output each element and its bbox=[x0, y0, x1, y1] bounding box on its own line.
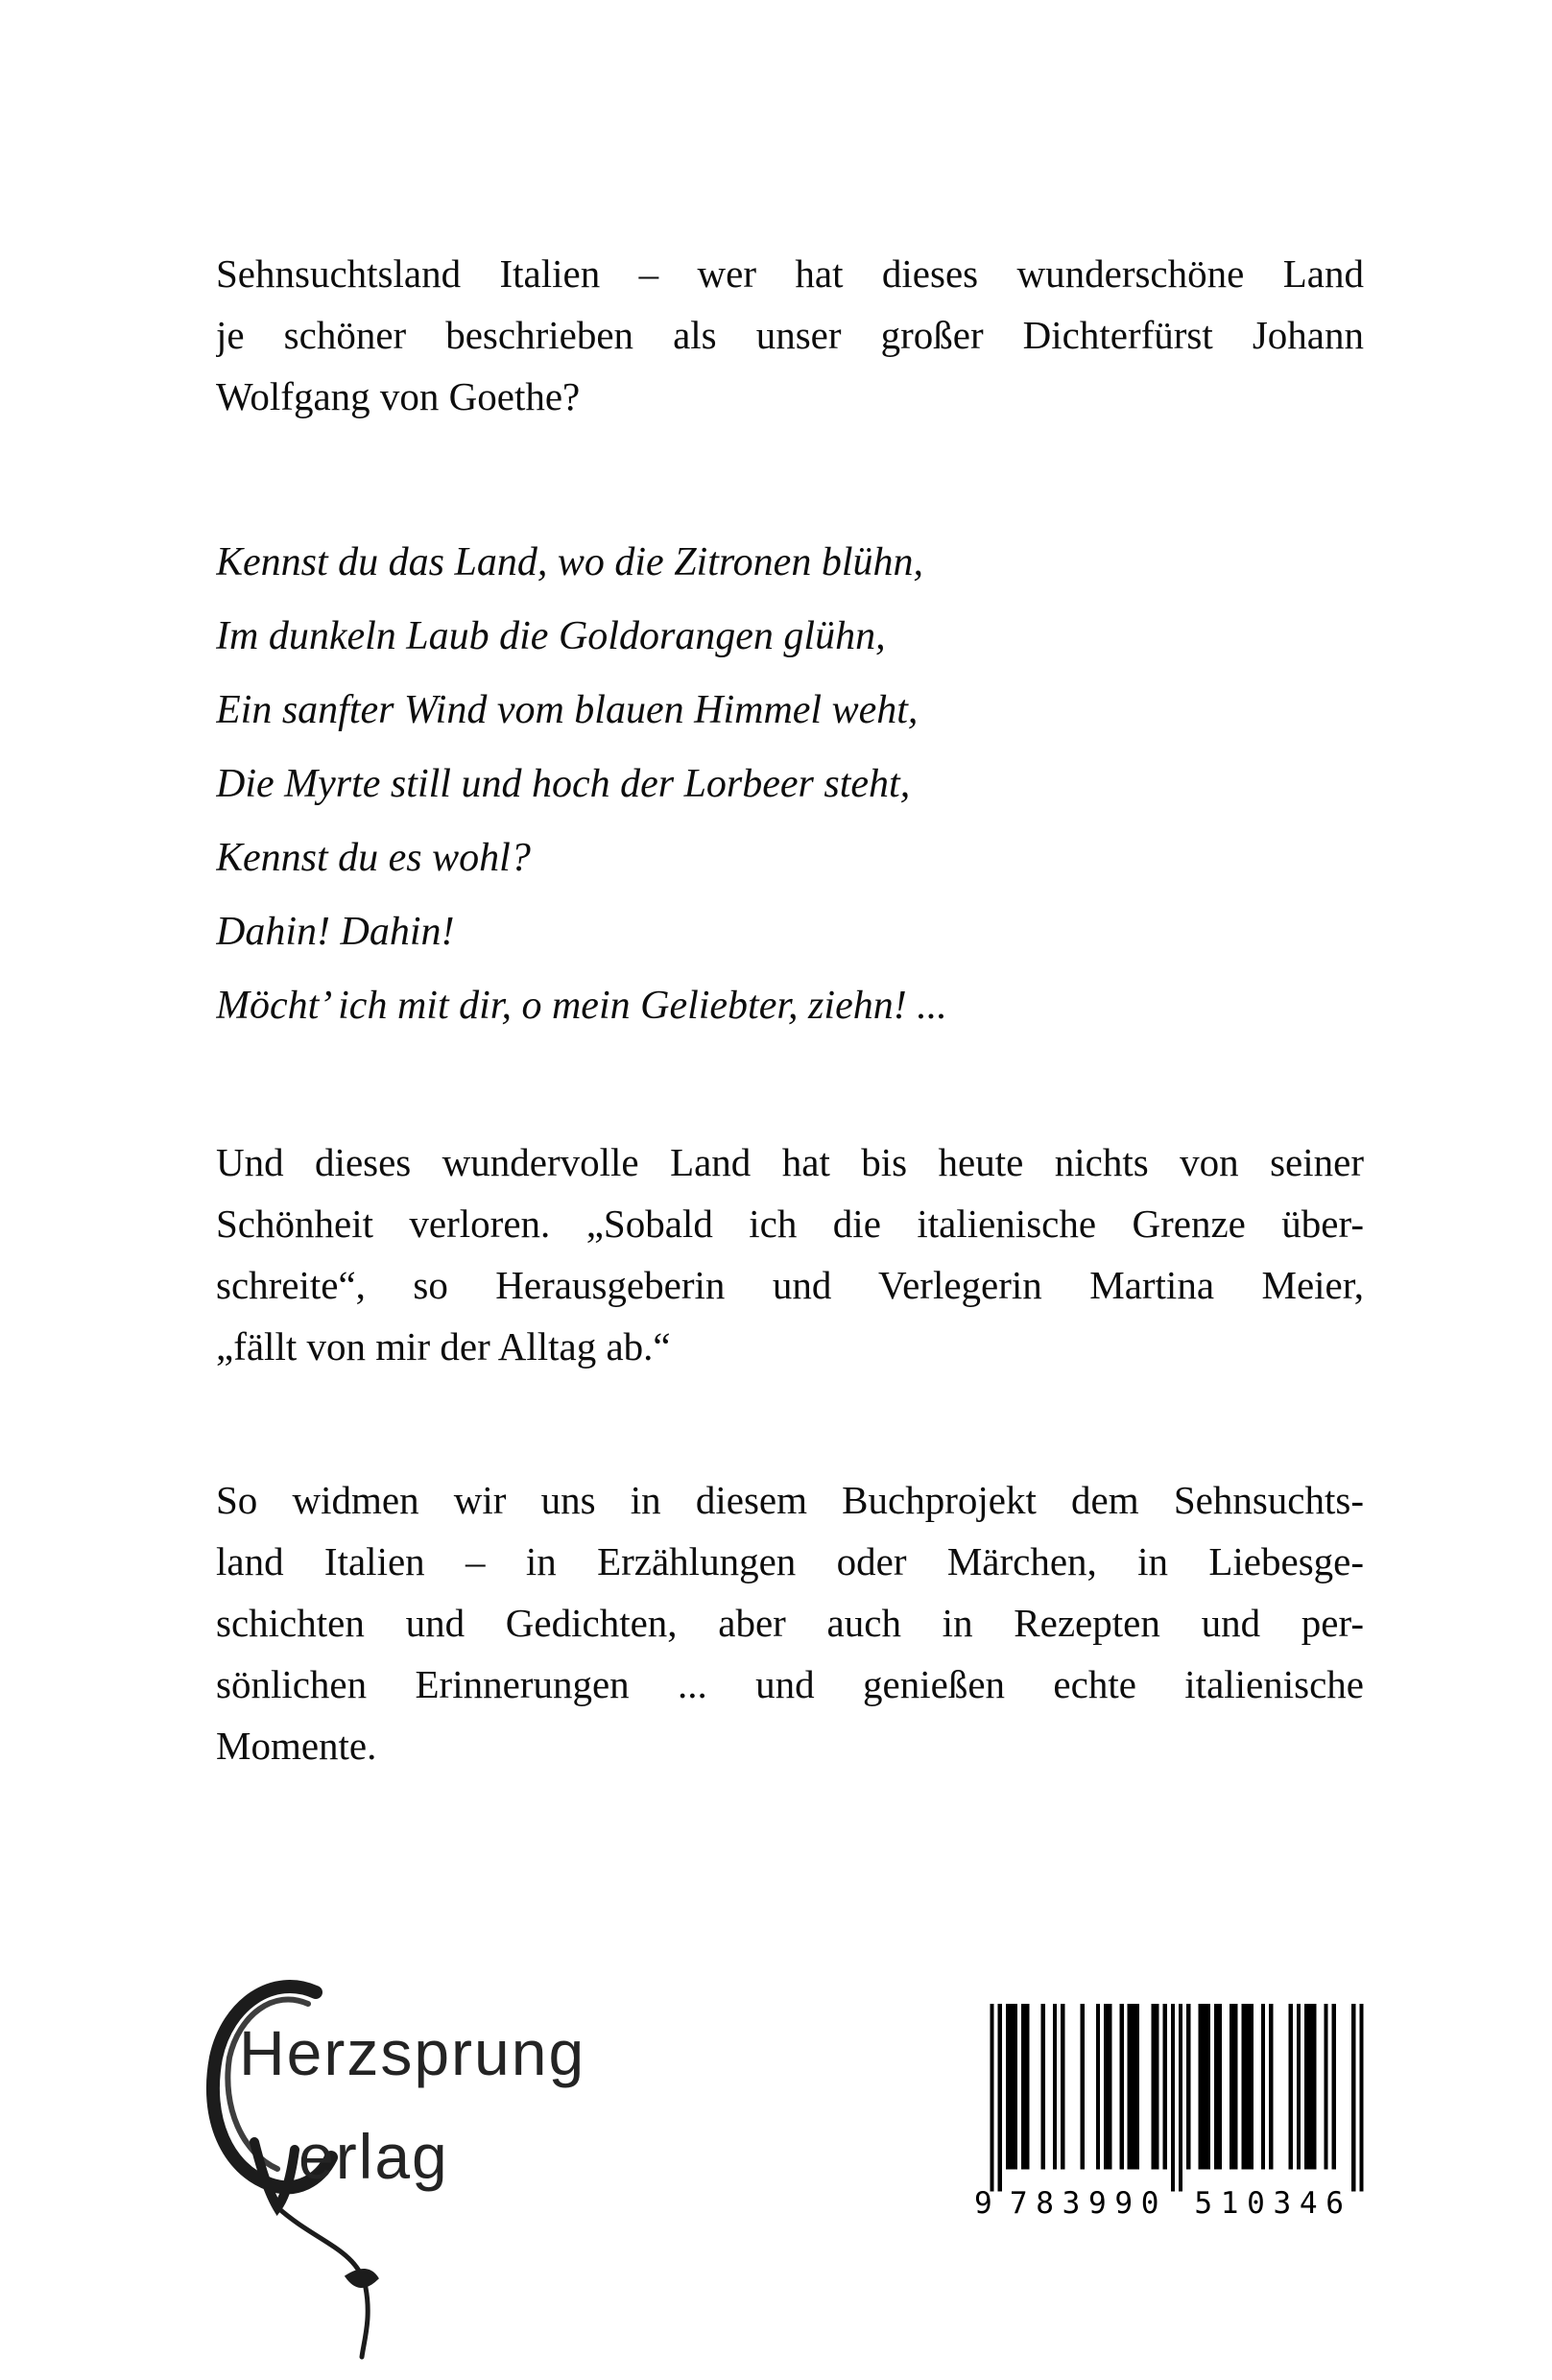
isbn-barcode bbox=[974, 2004, 1387, 2217]
v-swash-icon bbox=[254, 2142, 295, 2207]
text-line: schichten und Gedichten, aber auch in Rezepten und per- bbox=[216, 1601, 1364, 1645]
back-cover-text bbox=[0, 243, 1552, 1776]
poem-line: Ein sanfter Wind vom blauen Himmel weht, bbox=[216, 688, 919, 732]
leaf-icon bbox=[346, 2270, 377, 2286]
logo-text-herzsprung: Herzsprung bbox=[239, 2017, 586, 2088]
text-line: sönlichen Erinnerungen ... und genießen echte italienische bbox=[216, 1662, 1364, 1706]
poem-line: Im dunkeln Laub die Goldorangen glühn, bbox=[216, 614, 886, 658]
text-line: „fällt von mir der Alltag ab.“ bbox=[216, 1324, 671, 1368]
poem-line: Möcht’ ich mit dir, o mein Geliebter, ziehn! ... bbox=[216, 984, 947, 1028]
ean13-barcode-graphic bbox=[974, 2004, 1387, 2217]
herzsprung-verlag-logo-graphic bbox=[197, 1958, 657, 2370]
text-line: Sehnsuchtsland Italien – wer hat dieses wunderschöne Land bbox=[216, 251, 1364, 296]
poem-line: Kennst du es wohl? bbox=[216, 836, 531, 880]
publisher-logo bbox=[197, 1958, 657, 2370]
text-line: land Italien – in Erzählungen oder Märchen, in Liebesge- bbox=[216, 1539, 1364, 1583]
text-line: Momente. bbox=[216, 1724, 377, 1768]
goethe-poem bbox=[216, 526, 1364, 1043]
publisher-quote-paragraph bbox=[216, 1131, 1364, 1377]
text-line: je schöner beschrieben als unser großer Dichterfürst Johann bbox=[216, 313, 1364, 357]
text-line: schreite“, so Herausgeberin und Verlegerin Martina Meier, bbox=[216, 1263, 1364, 1307]
svg-text:783990: 783990 bbox=[1009, 2185, 1159, 2217]
project-description-paragraph bbox=[216, 1469, 1364, 1776]
poem-line: Die Myrte still und hoch der Lorbeer steht, bbox=[216, 762, 911, 806]
svg-text:9: 9 bbox=[974, 2185, 992, 2217]
poem-line: Kennst du das Land, wo die Zitronen blühn, bbox=[216, 540, 923, 584]
text-line: Wolfgang von Goethe? bbox=[216, 374, 581, 418]
svg-text:510346: 510346 bbox=[1194, 2185, 1344, 2217]
logo-text-erlag: erlag bbox=[298, 2121, 449, 2192]
text-line: So widmen wir uns in diesem Buchprojekt dem Sehnsuchts- bbox=[216, 1478, 1364, 1522]
poem-line: Dahin! Dahin! bbox=[216, 910, 455, 954]
intro-paragraph bbox=[216, 243, 1364, 427]
text-line: Und dieses wundervolle Land hat bis heute nichts von seiner bbox=[216, 1140, 1364, 1184]
text-line: Schönheit verloren. „Sobald ich die italienische Grenze über- bbox=[216, 1202, 1364, 1246]
